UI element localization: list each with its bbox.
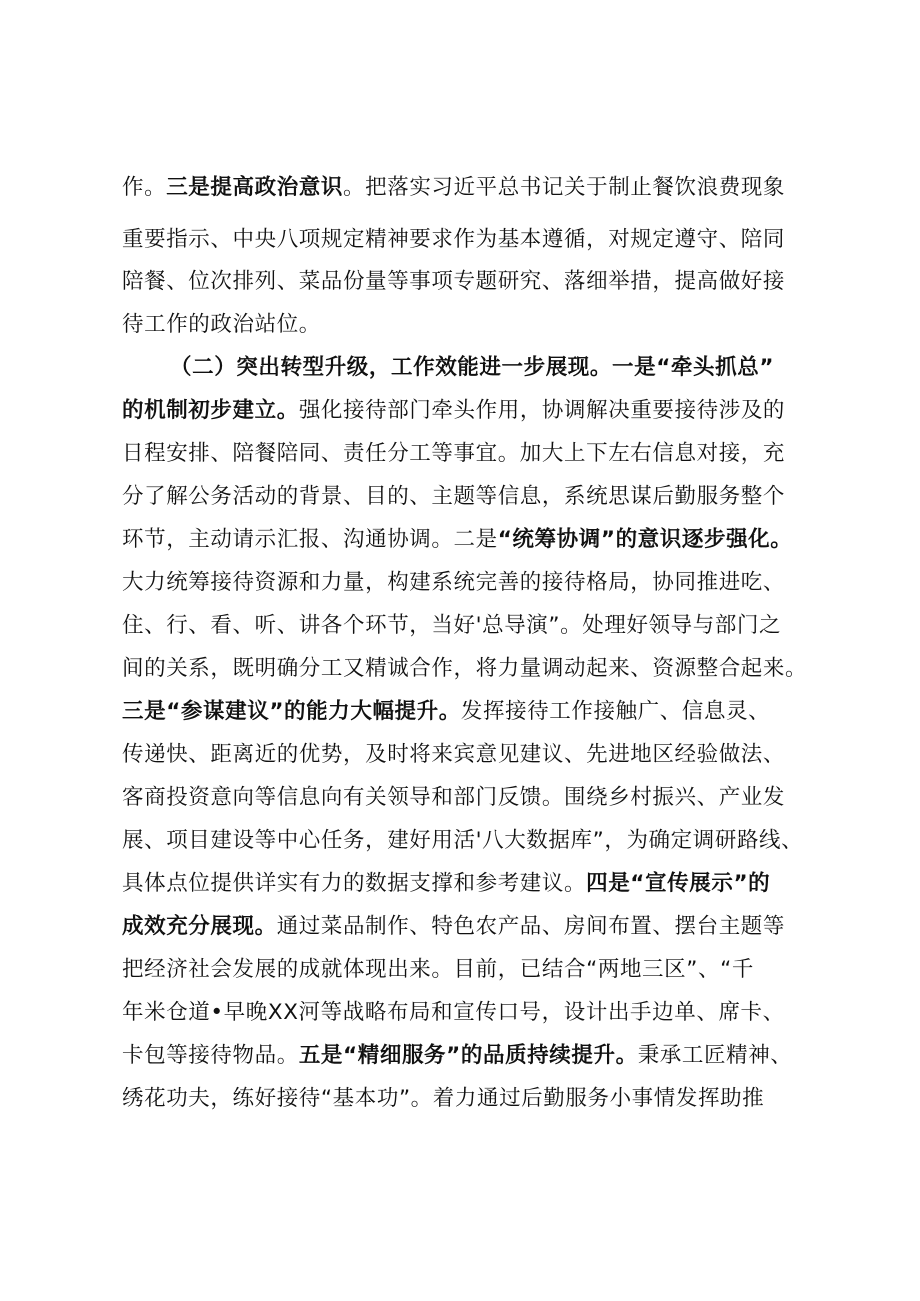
text-line: 的机制初步建立。强化接待部门牵头作用，协调解决重要接待涉及的 xyxy=(122,398,786,423)
section-heading-line: （二）突出转型升级，工作效能进一步展现。一是“牵头抓总” xyxy=(170,355,775,380)
text-line: 三是“参谋建议”的能力大幅提升。发挥接待工作接触广、信息灵、 xyxy=(122,699,771,724)
text-line: 客商投资意向等信息向有关领导和部门反馈。围绕乡村振兴、产业发 xyxy=(122,785,786,810)
text-line: 间的关系，既明确分工又精诚合作，将力量调动起来、资源整合起来。 xyxy=(122,656,808,681)
text-line: 环节，主动请示汇报、沟通协调。二是“统筹协调”的意识逐步强化。 xyxy=(122,527,793,552)
text-line: 传递快、距离近的优势，及时将来宾意见建议、先进地区经验做法、 xyxy=(122,742,786,767)
text-line: 展、项目建设等中心任务，建好用活'八大数据库”，为确定调研路线、 xyxy=(122,828,804,853)
text-line: 卡包等接待物品。五是“精细服务”的品质持续提升。秉承工匠精神、 xyxy=(122,1043,793,1068)
text-line: 住、行、看、听、讲各个环节，当好'总导演”。处理好领导与部门之 xyxy=(122,613,782,638)
text-line: 年米仓道•早晚XX河等战略布局和宣传口号，设计出手边单、席卡、 xyxy=(122,1000,785,1025)
text-line: 待工作的政治站位。 xyxy=(122,312,321,337)
text-line: 绣花功夫，练好接待“基本功”。着力通过后勤服务小事情发挥助推 xyxy=(122,1086,765,1111)
text-line: 日程安排、陪餐陪同、责任分工等事宜。加大上下左右信息对接，充 xyxy=(122,441,786,466)
text-line: 把经济社会发展的成就体现出来。目前，已结合“两地三区”、“千 xyxy=(122,957,754,982)
text-line: 大力统筹接待资源和力量，构建系统完善的接待格局，协同推进吃、 xyxy=(122,570,786,595)
text-line: 重要指示、中央八项规定精神要求作为基本遵循，对规定遵守、陪同 xyxy=(122,227,786,252)
text-line: 陪餐、位次排列、菜品份量等事项专题研究、落细举措，提高做好接 xyxy=(122,269,786,294)
text-line: 作。三是提高政治意识。把落实习近平总书记关于制止餐饮浪费现象 xyxy=(122,175,786,200)
text-line: 分了解公务活动的背景、目的、主题等信息，系统思谋后勤服务整个 xyxy=(122,484,786,509)
text-line: 成效充分展现。通过菜品制作、特色农产品、房间布置、摆台主题等 xyxy=(122,914,786,939)
text-line: 具体点位提供详实有力的数据支撑和参考建议。四是“宣传展示”的 xyxy=(122,871,771,896)
